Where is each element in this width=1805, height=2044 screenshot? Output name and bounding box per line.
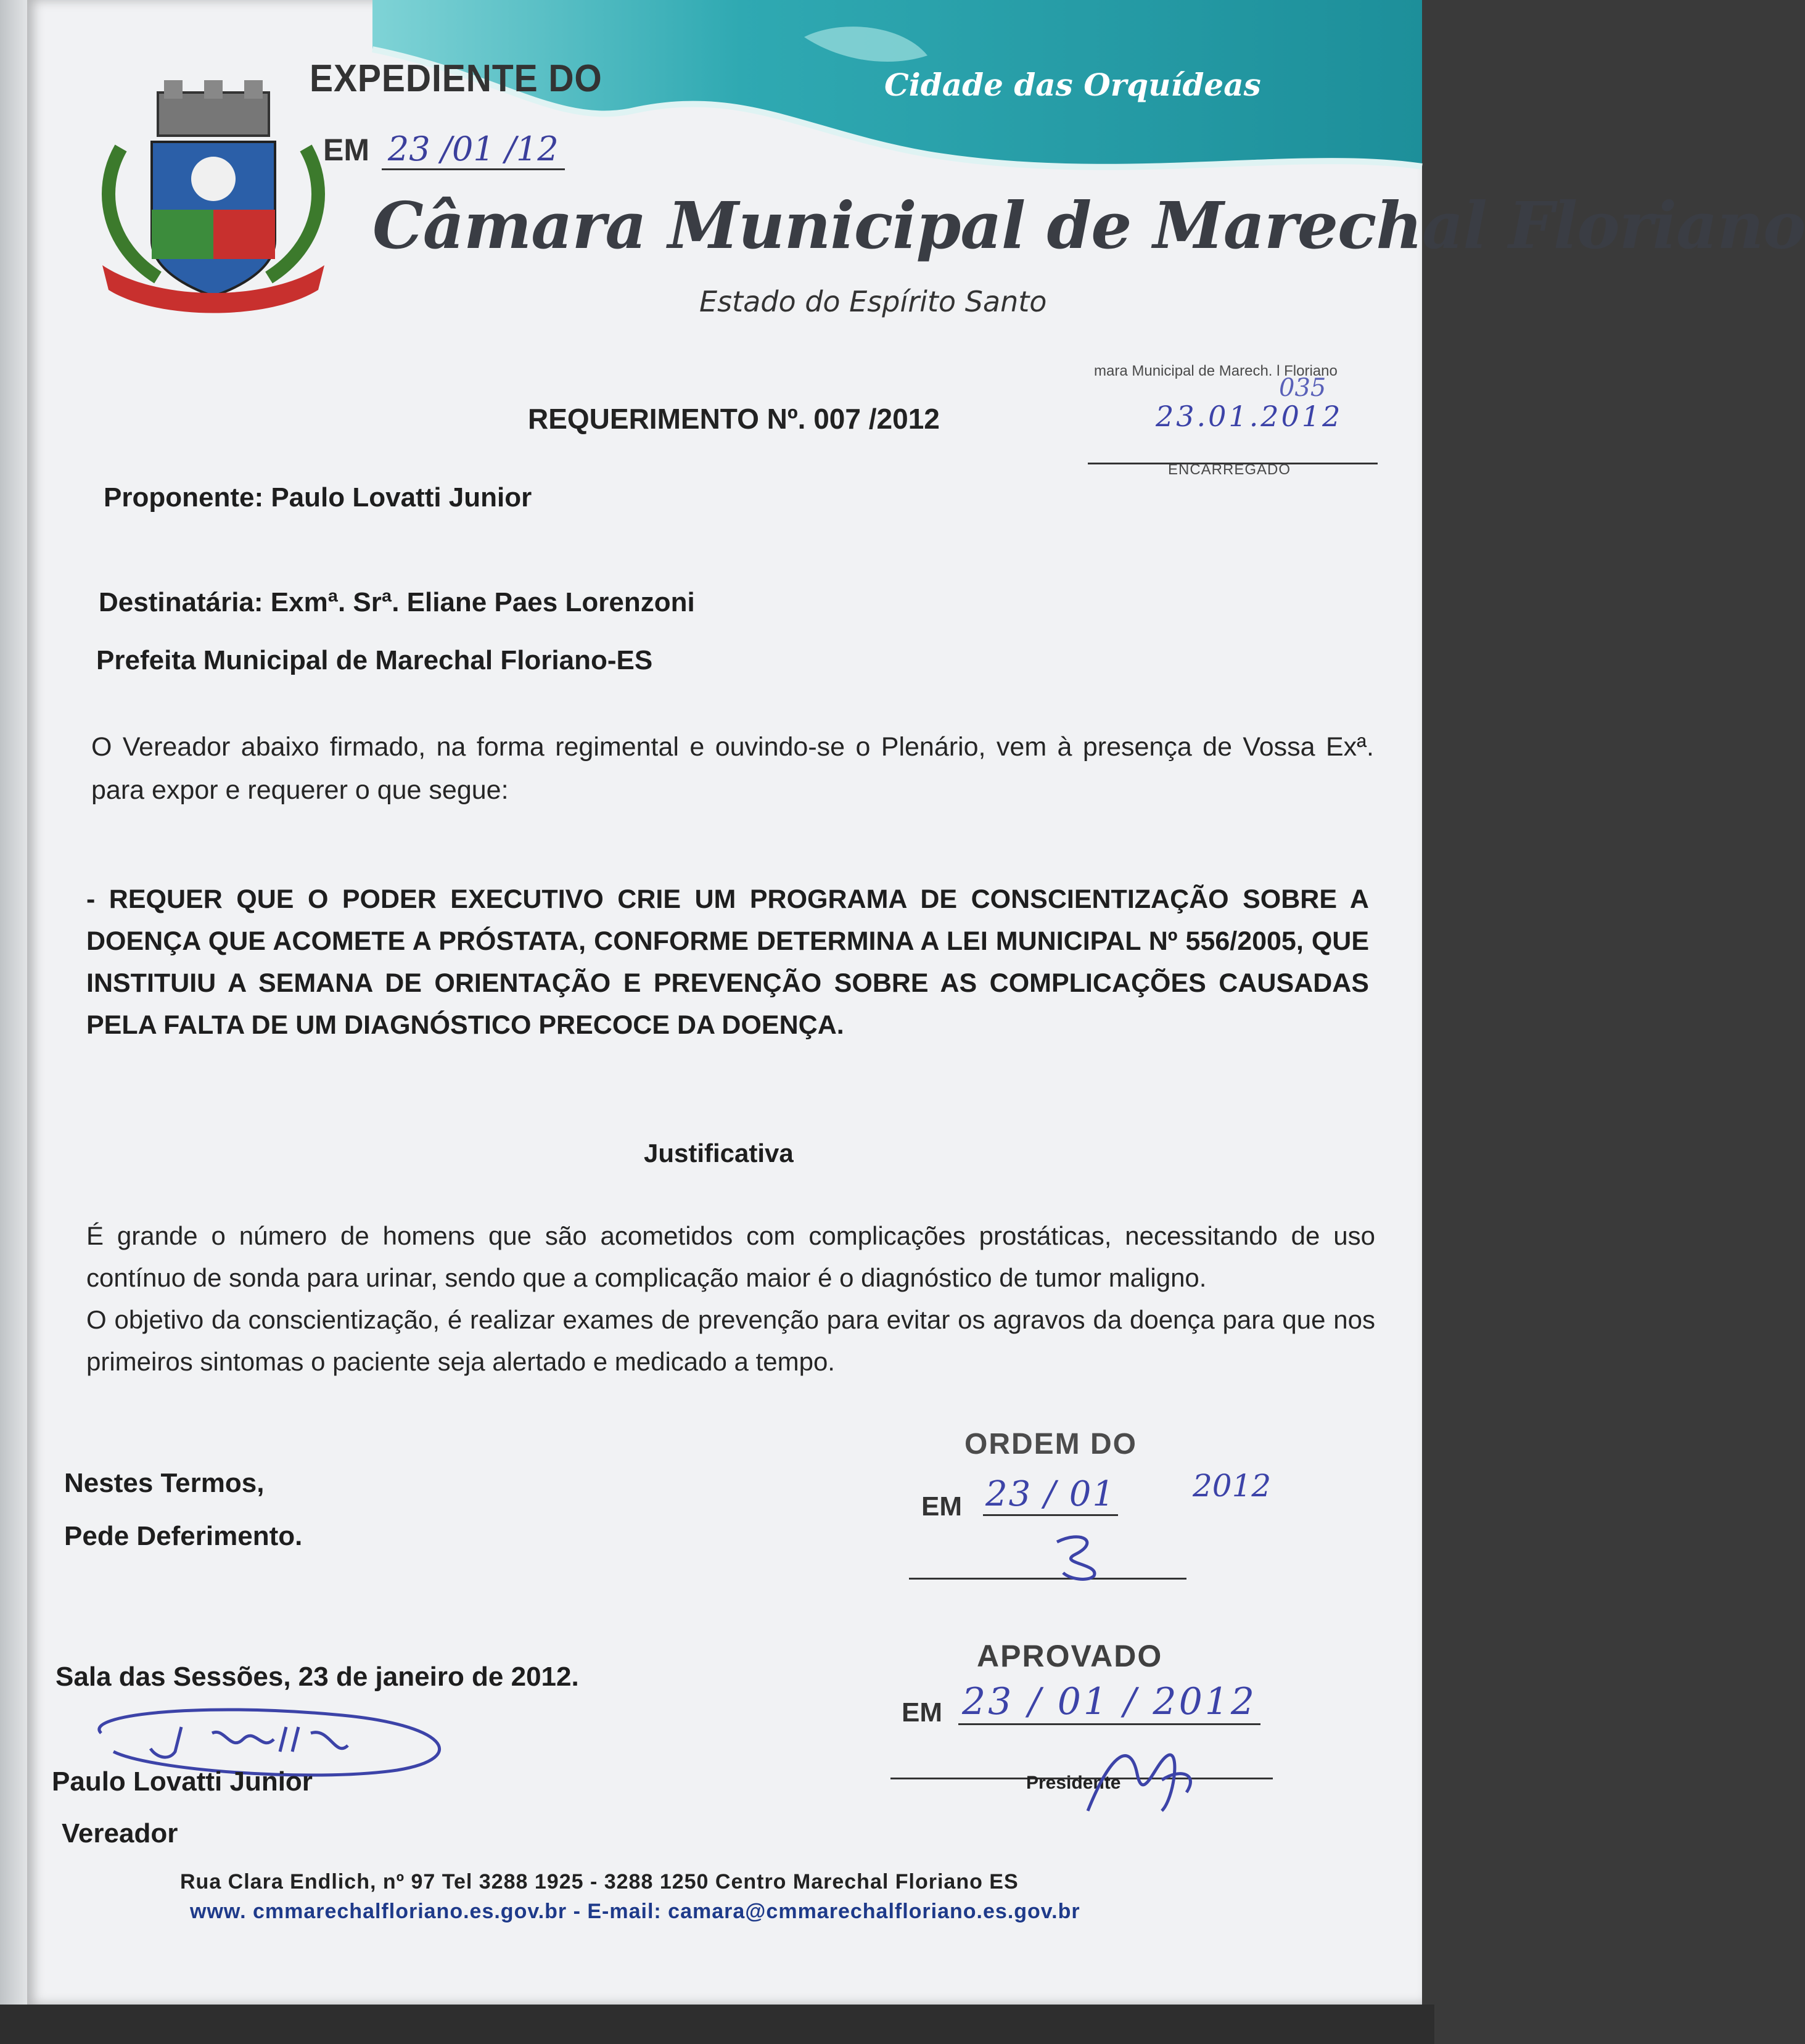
proponente-line: Proponente: Paulo Lovatti Junior: [104, 482, 532, 513]
protocol-stamp-text: mara Municipal de Marech. l Floriano: [1094, 363, 1338, 379]
closing-line-2: Pede Deferimento.: [64, 1521, 303, 1551]
ordem-do-dia-stamp: [909, 1419, 1328, 1604]
destinataria-title-line: Prefeita Municipal de Marechal Floriano-ES: [96, 645, 653, 675]
document-title: REQUERIMENTO Nº. 007 /2012: [528, 403, 940, 435]
protocol-stamp: [1075, 356, 1396, 498]
state-subtitle: Estado do Espírito Santo: [699, 285, 1047, 318]
ordem-stamp-title: ORDEM DO: [964, 1428, 1137, 1461]
expediente-handwritten-date: 23 /01 /12: [382, 130, 565, 170]
destinataria-line: Destinatária: Exmª. Srª. Eliane Paes Lorenzoni: [99, 587, 695, 617]
footer-web-email: www. cmmarechalfloriano.es.gov.br - E-mail: camara@cmmarechalfloriano.es.gov.br: [190, 1900, 1080, 1923]
protocol-number: 035: [1279, 374, 1326, 402]
municipal-coat-of-arms-icon: [84, 80, 343, 327]
signer-name: Paulo Lovatti Junior: [52, 1766, 313, 1797]
president-signature-icon: [1075, 1737, 1211, 1823]
aprovado-stamp: [890, 1632, 1334, 1829]
aprovado-stamp-title: APROVADO: [977, 1639, 1163, 1673]
aprovado-stamp-date: 23 / 01 / 2012: [958, 1680, 1260, 1725]
closing-block: [64, 1457, 302, 1563]
justificativa-paragraph-1: É grande o número de homens que são acometidos com complicações prostáticas, necessitando de uso contínuo de sonda para urinar, sendo que a complicação maior é o diagnóstico de tumor maligno.: [86, 1221, 1375, 1292]
intro-paragraph: O Vereador abaixo firmado, na forma regimental e ouvindo-se o Plenário, vem à presença de Vossa Exª. para expor e requerer o que segue:: [91, 732, 1374, 805]
document-page: [27, 0, 1805, 2005]
closing-line-1: Nestes Termos,: [64, 1468, 265, 1498]
expediente-label: EXPEDIENTE DO: [310, 57, 602, 100]
ordem-stamp-date: 23 / 01: [983, 1474, 1118, 1516]
justificativa-paragraph-2: O objetivo da conscientização, é realizar exames de prevenção para evitar os agravos da doença para que nos primeiros sintomas o paciente seja alertado e medicado a tempo.: [86, 1305, 1375, 1376]
ordem-stamp-em-label: EM: [921, 1491, 962, 1522]
binding-edge: [0, 0, 27, 2044]
aprovado-stamp-em-label: EM: [902, 1697, 942, 1728]
signer-role: Vereador: [62, 1818, 178, 1848]
footer-address: Rua Clara Endlich, nº 97 Tel 3288 1925 - 3288 1250 Centro Marechal Floriano ES: [180, 1870, 1019, 1894]
justificativa-body: [86, 1215, 1375, 1383]
justificativa-heading: Justificativa: [644, 1139, 794, 1168]
aprovado-stamp-role: Presidente: [1026, 1773, 1121, 1793]
expediente-em-label: EM: [323, 133, 369, 167]
scan-bottom-edge: [0, 2005, 1434, 2044]
ordem-initials-signature-icon: [1045, 1530, 1119, 1585]
ordem-stamp-year: 2012: [1193, 1468, 1272, 1504]
institution-title: Câmara Municipal de Marechal Floriano: [372, 188, 1805, 263]
expediente-date-line: [323, 130, 565, 168]
place-date-line: Sala das Sessões, 23 de janeiro de 2012.: [56, 1662, 579, 1692]
city-slogan: Cidade das Orquídeas: [884, 67, 1261, 103]
protocol-role: ENCARREGADO: [1168, 461, 1291, 478]
request-paragraph: - REQUER QUE O PODER EXECUTIVO CRIE UM PROGRAMA DE CONSCIENTIZAÇÃO SOBRE A DOENÇA QUE ACOMETE A PRÓSTATA, CONFORME DETERMINA A LEI MUNICIPAL Nº 556/2005, QUE INSTITUIU A SEMANA DE ORIENTAÇÃO E PREVENÇÃO SOBRE AS COMPLICAÇÕES CAUSADAS PELA FALTA DE UM DIAGNÓSTICO PRECOCE DA DOENÇA.: [86, 884, 1369, 1040]
protocol-date: 23.01.2012: [1156, 400, 1343, 433]
